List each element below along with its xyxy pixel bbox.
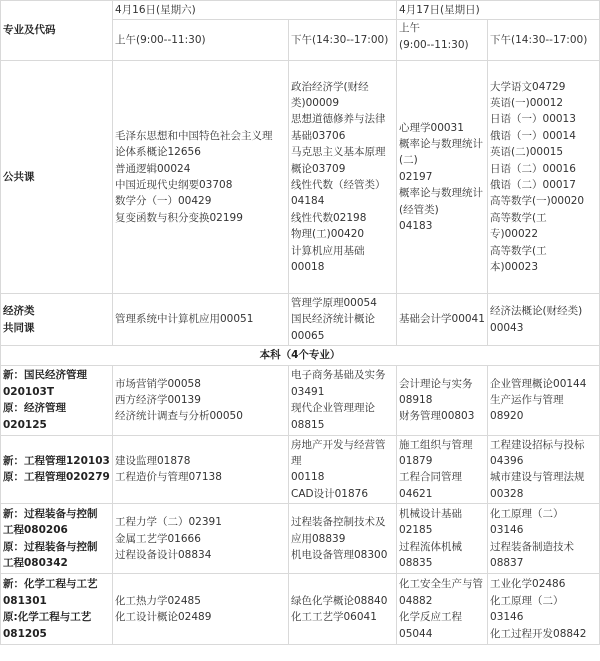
cell-line: 081301 [3,594,47,607]
cell-line: 英语(二)00015 [490,146,564,159]
course-cell [397,294,488,346]
cell-line: 00018 [291,261,325,274]
cell-line: 00043 [490,321,524,334]
cell-line: 中国近现代史纲要03708 [115,179,233,191]
cell-line: 原:化学工程与工艺 [3,611,92,624]
cell-line: 工业化学02486 [490,578,566,591]
course-cell [397,504,488,574]
cell-line: 化工过程开发08842 [490,627,587,640]
course-cell [113,365,289,435]
cell-line: 日语（二）00016 [490,162,576,175]
cell-line: (经管类) [399,203,439,216]
cell-line: 基础03706 [291,129,346,142]
table-row [1,435,600,504]
course-cell [397,61,488,294]
cell-line: 本)00023 [490,261,539,274]
cell-line: 类)00009 [291,96,339,109]
cell-line: 毛泽东思想和中国特色社会主义理 [115,129,273,142]
cell-line: 04621 [399,487,433,500]
course-cell [289,294,397,346]
table-row [1,574,600,645]
cell-line: 俄语（一）00014 [490,129,576,142]
morning2-line2: (9:00--11:30) [399,39,469,51]
table-row [1,61,600,294]
cell-line: 原：经济管理 [3,402,66,415]
cell-line: CAD设计01876 [291,487,369,500]
section-row [1,346,600,365]
cell-line: 西方经济学00139 [115,393,201,406]
cell-line: 原：过程装备与控制 [3,540,98,553]
cell-line: 08918 [399,393,433,406]
course-cell [488,574,600,645]
cell-line: 高等数学(工 [490,211,547,224]
cell-line: 过程装备控制技术及 [291,516,386,529]
cell-line: 化工原理（二） [490,594,564,607]
cell-line: 08815 [291,418,325,431]
cell-line: 日语（一）00013 [490,113,576,126]
cell-line: 管理学原理00054 [291,297,377,309]
cell-line: 论体系概论12656 [115,146,201,159]
cell-line: 概论03709 [291,162,346,175]
cell-line: 高等数学(一)00020 [490,195,585,208]
cell-line: 02197 [399,170,433,183]
course-cell [488,294,600,346]
cell-line: 05044 [399,627,433,640]
cell-line: 计算机应用基础 [291,244,365,257]
cell-line: 工程080206 [3,524,68,537]
cell-line: 生产运作与管理 [490,393,564,406]
course-cell [289,504,397,574]
cell-line: 机械设计基础 [399,507,463,520]
cell-line: 经济类 [3,305,35,318]
cell-line: 过程流体机械 [399,540,463,553]
course-cell [488,365,600,435]
course-cell [289,574,397,645]
cell-line: 新：国民经济管理 [3,369,87,382]
morning-session-day1: 上午(9:00--11:30) [113,20,289,60]
table-row [1,504,600,574]
cell-line: 化学反应工程 [399,611,463,624]
cell-line: 心理学00031 [399,121,464,134]
major-label [1,504,113,574]
cell-line: 工程建设招标与投标 [490,438,585,451]
cell-line: 化工安全生产与管 [399,578,484,591]
course-cell [397,365,488,435]
cell-line: 城市建设与管理法规 [490,471,585,484]
cell-line: 02185 [399,524,433,537]
date-header-apr17: 4月17日(星期日) [397,1,599,20]
course-cell [397,574,488,645]
major-label [1,435,113,504]
cell-line: 03146 [490,524,524,537]
cell-line: 08835 [399,557,433,570]
course-cell [289,435,397,504]
course-cell [488,504,600,574]
cell-line: 化工工艺学06041 [291,611,377,624]
cell-line: 公共课 [3,170,35,183]
cell-line: 00118 [291,471,325,484]
cell-line: 新：工程管理120103 [3,455,110,468]
cell-line: 概率论与数理统计 [399,137,484,150]
cell-line: 普通逻辑00024 [115,162,191,175]
cell-line: 现代企业管理理论 [291,402,375,415]
cell-line: 工程合同管理 [399,471,463,484]
table-row [1,365,600,435]
afternoon-session-day1: 下午(14:30--17:00) [291,33,389,46]
cell-line: 03491 [291,385,325,398]
cell-line: 04183 [399,220,433,233]
cell-line: 高等数学(工 [490,244,547,257]
cell-line: 新：过程装备与控制 [3,507,98,520]
cell-line: 政治经济学(财经 [291,80,369,93]
cell-line: 化工设计概论02489 [115,611,212,624]
cell-line: 00065 [291,329,325,342]
cell-line: 基础会计学00041 [399,313,485,326]
cell-line: 机电设备管理08300 [291,548,388,561]
cell-line: 过程设备设计08834 [115,548,212,561]
major-code-header: 专业及代码 [1,1,113,61]
cell-line: 英语(一)00012 [490,96,564,109]
cell-line: 市场营销学00058 [115,377,201,390]
major-label [1,365,113,435]
cell-line: 绿色化学概论08840 [291,594,388,607]
cell-line: 金属工艺学01666 [115,532,201,545]
cell-line: 复变函数与积分变换02199 [115,211,243,224]
cell-line: 08837 [490,557,524,570]
cell-line: 房地产开发与经营管理 [291,438,386,468]
cell-line: 化工原理（二） [490,507,564,520]
cell-line: 020103T [3,385,54,398]
cell-line: 应用08839 [291,532,346,545]
cell-line: 施工组织与管理 [399,438,473,451]
cell-line: 概率论与数理统计 [399,187,484,200]
afternoon-session-day2: 下午(14:30--17:00) [490,33,588,46]
cell-line: 经济统计调查与分析00050 [115,410,243,423]
course-cell [289,61,397,294]
cell-line: 数学分（一）00429 [115,195,212,208]
cell-line: 081205 [3,627,47,640]
morning-session-day2 [397,20,488,60]
cell-line: 物理(工)00420 [291,228,365,241]
course-cell [113,435,289,504]
cell-line: 原：工程管理020279 [3,471,110,484]
course-cell [289,365,397,435]
cell-line: 经济法概论(财经类) [490,305,583,318]
cell-line: 专)00022 [490,228,539,241]
cell-line: 思想道德修养与法律 [291,113,386,126]
cell-line: 04184 [291,195,325,208]
cell-line: 08920 [490,410,524,423]
morning2-line1: 上午 [399,22,421,34]
cell-line: 03146 [490,611,524,624]
cell-line: 020125 [3,418,47,431]
major-label [1,574,113,645]
day1-header [113,1,397,61]
section-title: 本科（4个专业） [1,346,600,365]
cell-line: 建设监理01878 [115,455,191,468]
cell-line: 工程080342 [3,557,68,570]
cell-line: 工程力学（二）02391 [115,516,222,529]
major-label [1,61,113,294]
cell-line: 大学语文04729 [490,80,566,93]
header-row [1,1,600,61]
cell-line: 01879 [399,455,433,468]
cell-line: 00328 [490,487,524,500]
cell-line: 会计理论与实务 [399,377,473,390]
course-cell [113,294,289,346]
day2-header [397,1,600,61]
cell-line: 国民经济统计概论 [291,313,375,326]
cell-line: (二) [399,154,418,167]
cell-line: 线性代数02198 [291,211,367,224]
cell-line: 04396 [490,455,524,468]
course-cell [113,574,289,645]
course-cell [488,435,600,504]
course-cell [397,435,488,504]
cell-line: 新：化学工程与工艺 [3,578,98,591]
cell-line: 企业管理概论00144 [490,377,587,390]
cell-line: 线性代数（经管类） [291,179,386,191]
cell-line: 电子商务基础及实务 [291,369,386,382]
course-cell [488,61,600,294]
cell-line: 共同课 [3,321,35,334]
cell-line: 马克思主义基本原理 [291,146,386,159]
cell-line: 工程造价与管理07138 [115,471,222,484]
cell-line: 过程装备制造技术 [490,540,575,553]
cell-line: 04882 [399,594,433,607]
major-label [1,294,113,346]
cell-line: 管理系统中计算机应用00051 [115,313,254,326]
cell-line: 财务管理00803 [399,410,475,423]
date-header-apr16: 4月16日(星期六) [113,1,396,20]
course-cell [113,504,289,574]
table-row [1,294,600,346]
cell-line: 俄语（二）00017 [490,179,576,191]
course-cell [113,61,289,294]
cell-line: 化工热力学02485 [115,594,201,607]
